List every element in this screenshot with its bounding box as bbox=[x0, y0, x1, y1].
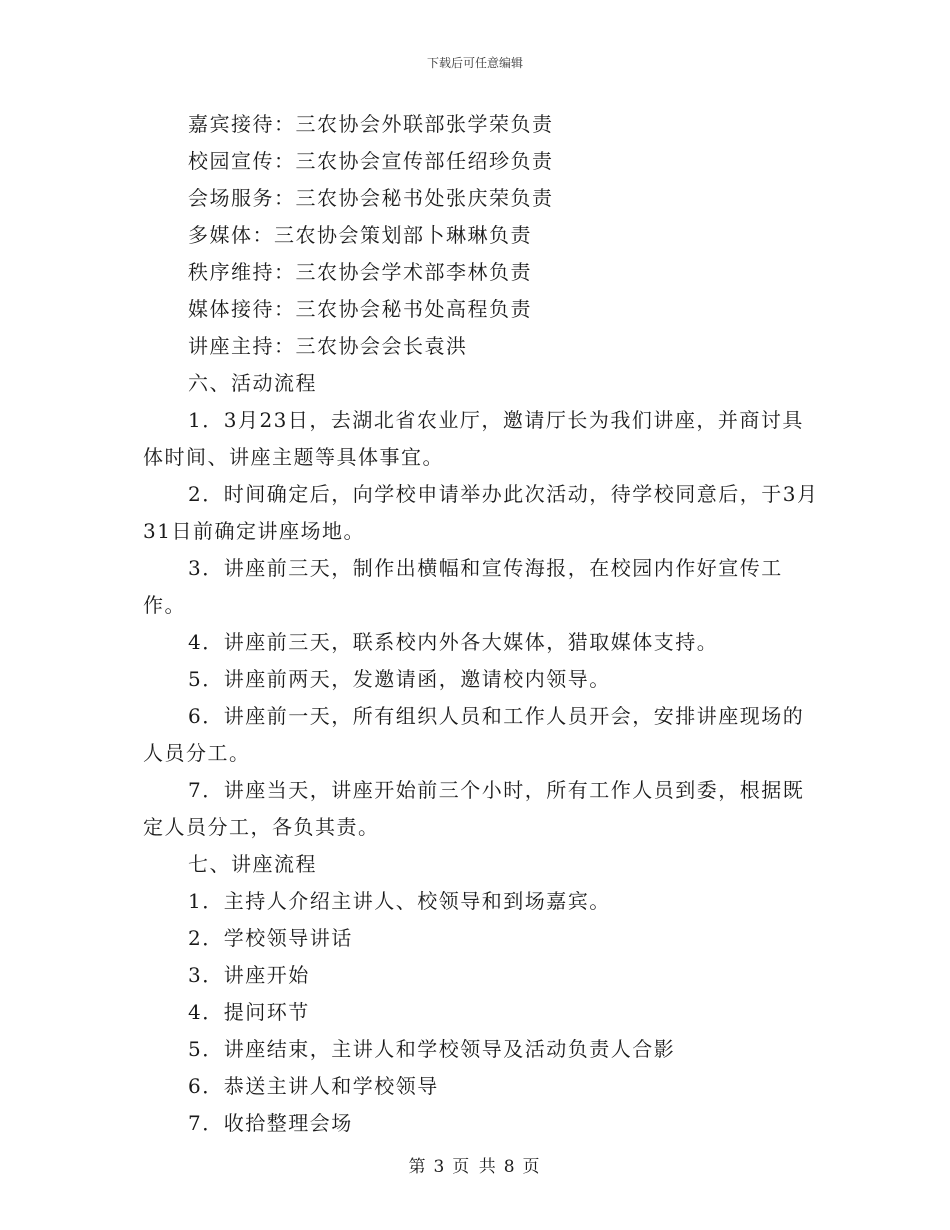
paragraph: 6．恭送主讲人和学校领导 bbox=[188, 1074, 439, 1098]
paragraph: 4．讲座前三天，联系校内外各大媒体，猎取媒体支持。 bbox=[188, 630, 719, 654]
paragraph: 2．时间确定后，向学校申请举办此次活动，待学校同意后，于3月31日前确定讲座场地。 bbox=[143, 482, 819, 543]
document-body bbox=[143, 106, 823, 1142]
paragraph: 7．收拾整理会场 bbox=[188, 1111, 353, 1135]
paragraph: 5．讲座前两天，发邀请函，邀请校内领导。 bbox=[188, 667, 611, 691]
paragraph: 会场服务：三农协会秘书处张庆荣负责 bbox=[188, 186, 554, 210]
paragraph: 7．讲座当天，讲座开始前三个小时，所有工作人员到委，根据既定人员分工，各负其责。 bbox=[143, 778, 805, 839]
paragraph: 媒体接待：三农协会秘书处高程负责 bbox=[188, 297, 532, 321]
paragraph: 4．提问环节 bbox=[188, 1000, 310, 1024]
paragraph: 嘉宾接待：三农协会外联部张学荣负责 bbox=[188, 112, 554, 136]
section-heading: 七、讲座流程 bbox=[188, 852, 317, 876]
paragraph: 3．讲座前三天，制作出横幅和宣传海报，在校园内作好宣传工作。 bbox=[143, 556, 783, 617]
paragraph: 校园宣传：三农协会宣传部任绍珍负责 bbox=[188, 149, 554, 173]
paragraph: 多媒体：三农协会策划部卜琳琳负责 bbox=[188, 223, 532, 247]
paragraph: 5．讲座结束，主讲人和学校领导及活动负责人合影 bbox=[188, 1037, 676, 1061]
paragraph: 1．3月23日，去湖北省农业厅，邀请厅长为我们讲座，并商讨具体时间、讲座主题等具体事宜。 bbox=[143, 408, 804, 469]
paragraph: 3．讲座开始 bbox=[188, 963, 310, 987]
section-heading: 六、活动流程 bbox=[188, 371, 317, 395]
paragraph: 秩序维持：三农协会学术部李林负责 bbox=[188, 260, 532, 284]
paragraph: 2．学校领导讲话 bbox=[188, 926, 353, 950]
paragraph: 讲座主持：三农协会会长袁洪 bbox=[188, 334, 468, 358]
paragraph: 1．主持人介绍主讲人、校领导和到场嘉宾。 bbox=[188, 889, 611, 913]
page-number-current: 3 bbox=[433, 1157, 447, 1177]
header-note: 下载后可任意编辑 bbox=[426, 56, 523, 70]
page-number-prefix: 第 bbox=[408, 1157, 428, 1177]
page-number-suffix: 页 bbox=[522, 1157, 542, 1177]
page-number-total: 8 bbox=[503, 1157, 517, 1177]
paragraph: 6．讲座前一天，所有组织人员和工作人员开会，安排讲座现场的人员分工。 bbox=[143, 704, 805, 765]
page-number-middle: 页 共 bbox=[452, 1157, 498, 1177]
page-number bbox=[0, 1152, 950, 1177]
